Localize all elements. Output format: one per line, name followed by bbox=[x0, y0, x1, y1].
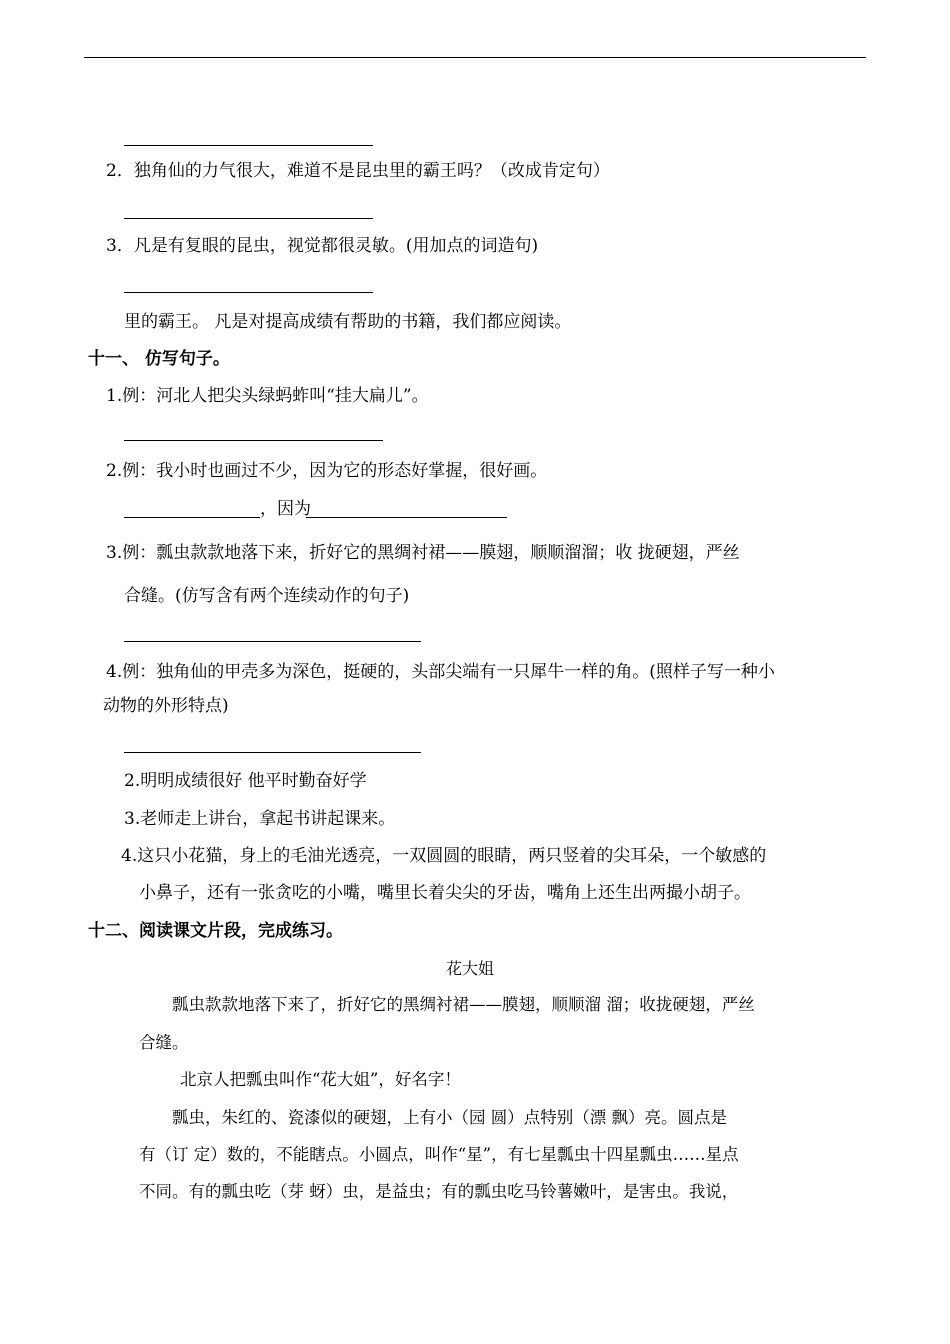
section-12-heading: 十二、阅读课文片段，完成练习。 bbox=[88, 921, 343, 941]
answer-blank-2[interactable] bbox=[124, 218, 373, 219]
example-11-4-line1: 4.例：独角仙的甲壳多为深色，挺硬的，头部尖端有一只犀牛一样的角。(照样子写一种小 bbox=[106, 662, 775, 682]
because-connector: ，因为 bbox=[260, 499, 311, 519]
question-10-2: 2．独角仙的力气很大，难道不是昆虫里的霸王吗？（改成肯定句） bbox=[106, 161, 610, 181]
answer-11-3: 3.老师走上讲台，拿起书讲起课来。 bbox=[124, 809, 396, 829]
example-11-1: 1.例：河北人把尖头绿蚂蚱叫“挂大扁儿”。 bbox=[106, 386, 429, 406]
answer-blank-11-2b[interactable] bbox=[306, 517, 507, 518]
answer-blank-11-2a[interactable] bbox=[124, 517, 260, 518]
passage-p1-line2: 合缝。 bbox=[139, 1033, 189, 1052]
answer-line-10: 里的霸王。 凡是对提高成绩有帮助的书籍，我们都应阅读。 bbox=[124, 312, 572, 332]
answer-blank-11-4[interactable] bbox=[124, 752, 421, 753]
example-11-4-line2: 动物的外形特点) bbox=[103, 696, 229, 716]
passage-p3-line2: 有（订 定）数的，不能瞎点。小圆点，叫作“星”，有七星瓢虫十四星瓢虫……星点 bbox=[139, 1145, 739, 1164]
example-11-2: 2.例：我小时也画过不少，因为它的形态好掌握，很好画。 bbox=[106, 461, 548, 481]
question-10-3: 3．凡是有复眼的昆虫，视觉都很灵敏。(用加点的词造句) bbox=[106, 236, 539, 256]
answer-11-2: 2.明明成绩很好 他平时勤奋好学 bbox=[124, 771, 367, 791]
section-11-heading: 十一、 仿写句子。 bbox=[88, 349, 230, 369]
passage-p1-line1: 瓢虫款款地落下来了，折好它的黑绸衬裙——膜翅，顺顺溜 溜；收拢硬翅，严丝 bbox=[172, 995, 755, 1014]
answer-blank-11-1[interactable] bbox=[124, 440, 383, 441]
answer-blank-11-3[interactable] bbox=[124, 641, 421, 642]
example-11-3-line2: 合缝。(仿写含有两个连续动作的句子) bbox=[124, 586, 410, 606]
passage-p3-line1: 瓢虫，朱红的、瓷漆似的硬翅，上有小（园 圆）点特别（漂 飘）亮。圆点是 bbox=[172, 1108, 727, 1127]
answer-11-4-line1: 4.这只小花猫，身上的毛油光透亮，一双圆圆的眼睛，两只竖着的尖耳朵，一个敏感的 bbox=[121, 846, 767, 866]
header-rule bbox=[84, 57, 866, 58]
passage-p3-line3: 不同。有的瓢虫吃（芽 蚜）虫，是益虫；有的瓢虫吃马铃薯嫩叶，是害虫。我说， bbox=[139, 1182, 739, 1201]
answer-blank-1[interactable] bbox=[124, 145, 373, 146]
passage-p2: 北京人把瓢虫叫作“花大姐”，好名字！ bbox=[180, 1070, 461, 1089]
example-11-3-line1: 3.例：瓢虫款款地落下来，折好它的黑绸衬裙——膜翅，顺顺溜溜；收 拢硬翅，严丝 bbox=[106, 543, 740, 563]
answer-11-4-line2: 小鼻子，还有一张贪吃的小嘴，嘴里长着尖尖的牙齿，嘴角上还生出两撮小胡子。 bbox=[139, 883, 751, 903]
answer-blank-3[interactable] bbox=[124, 292, 373, 293]
passage-title: 花大姐 bbox=[446, 959, 495, 978]
